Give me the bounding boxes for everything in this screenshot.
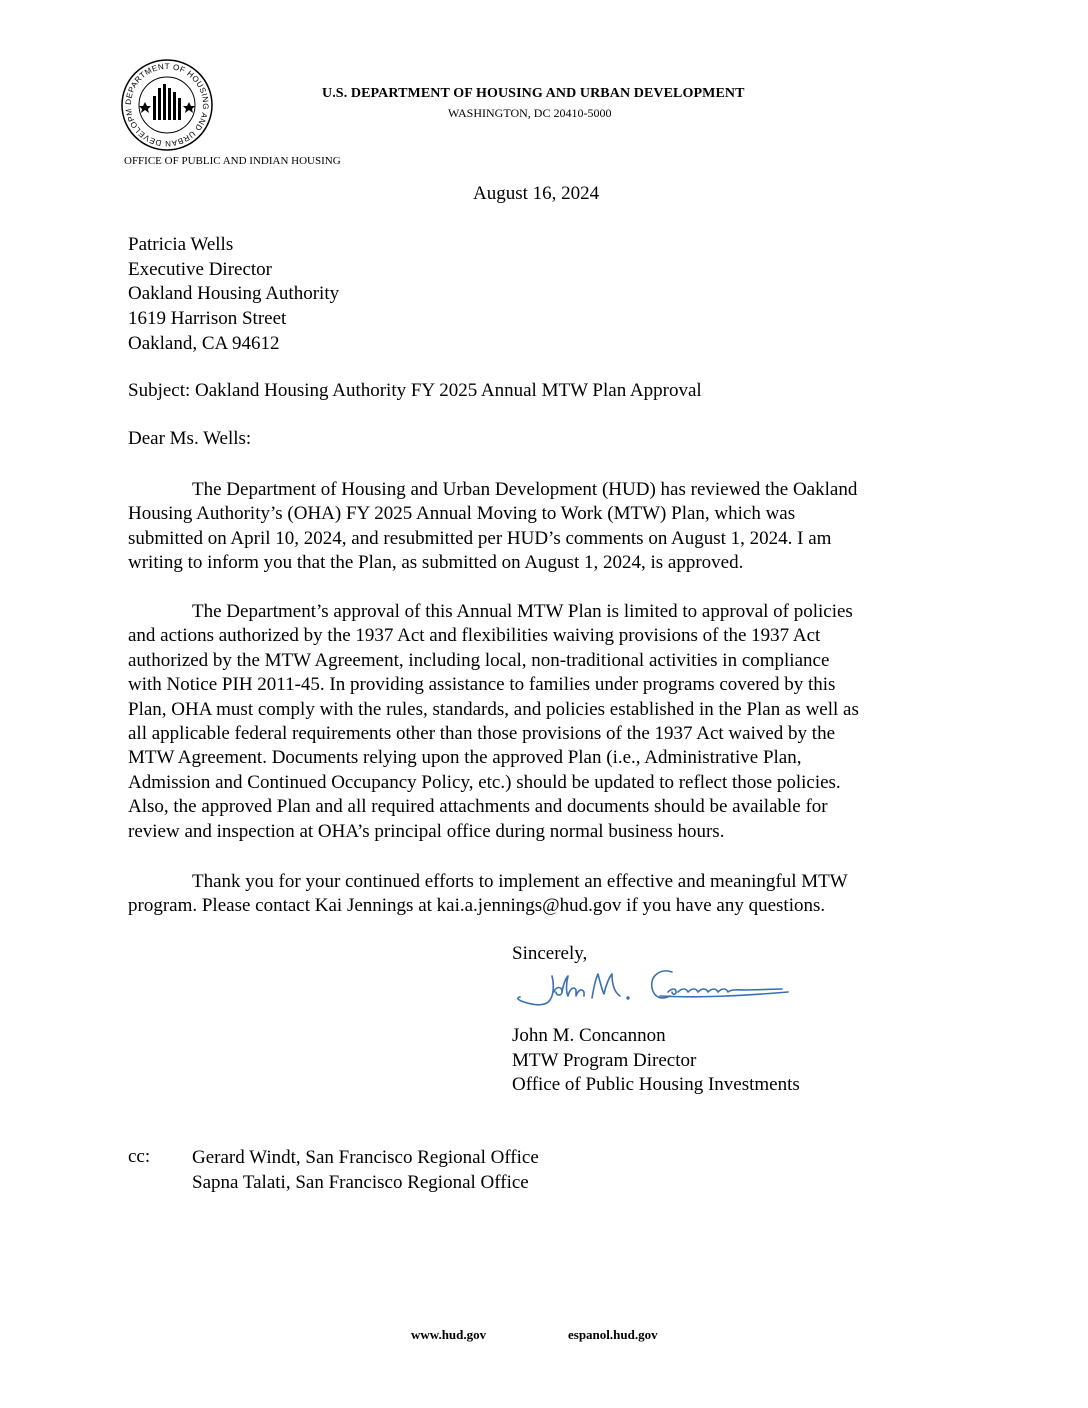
paragraph-line: Admission and Continued Occupancy Policy, etc.) should be updated to reflect those policies.	[128, 771, 841, 793]
cc-recipient: Sapna Talati, San Francisco Regional Office	[192, 1171, 529, 1193]
paragraph-line: The Department of Housing and Urban Development (HUD) has reviewed the Oakland	[192, 479, 858, 500]
recipient-block	[128, 233, 339, 357]
body-paragraph	[128, 478, 958, 576]
paragraph-line: all applicable federal requirements other than those provisions of the 1937 Act waived by the	[128, 723, 836, 745]
paragraph-line: and actions authorized by the 1937 Act and flexibilities waiving provisions of the 1937 Act	[128, 625, 821, 647]
paragraph-line: Housing Authority’s (OHA) FY 2025 Annual Moving to Work (MTW) Plan, which was	[128, 503, 796, 525]
signer-office: Office of Public Housing Investments	[512, 1074, 800, 1096]
cc-label: cc:	[128, 1146, 151, 1167]
signer-title: MTW Program Director	[512, 1049, 697, 1071]
paragraph-line: Also, the approved Plan and all required attachments and documents should be available for	[128, 796, 828, 818]
signer-name: John M. Concannon	[512, 1025, 666, 1046]
office-name: OFFICE OF PUBLIC AND INDIAN HOUSING	[124, 155, 341, 167]
cc-list	[192, 1146, 539, 1195]
signer-block	[512, 1024, 800, 1098]
body-paragraph	[128, 870, 958, 919]
paragraph-line: program. Please contact Kai Jennings at kai.a.jennings@hud.gov if you have any questions.	[128, 895, 826, 917]
paragraph-line: The Department’s approval of this Annual MTW Plan is limited to approval of policies	[192, 601, 853, 622]
paragraph-line: with Notice PIH 2011-45. In providing assistance to families under programs covered by this	[128, 674, 836, 696]
salutation: Dear Ms. Wells:	[128, 428, 252, 449]
paragraph-line: review and inspection at OHA’s principal office during normal business hours.	[128, 820, 725, 842]
hud-seal-icon	[120, 58, 214, 152]
recipient-street: 1619 Harrison Street	[128, 308, 287, 330]
recipient-organization: Oakland Housing Authority	[128, 283, 340, 305]
agency-name: U.S. DEPARTMENT OF HOUSING AND URBAN DEVELOPMENT	[322, 86, 745, 101]
cc-recipient: Gerard Windt, San Francisco Regional Office	[192, 1147, 539, 1168]
recipient-title: Executive Director	[128, 258, 273, 280]
svg-text:DEPARTMENT OF HOUSING AND URBA: DEPARTMENT OF HOUSING AND URBAN DEVELOPM	[123, 61, 211, 149]
agency-address: WASHINGTON, DC 20410-5000	[448, 106, 612, 120]
body-paragraph	[128, 600, 958, 844]
paragraph-line: Plan, OHA must comply with the rules, standards, and policies established in the Plan as well as	[128, 698, 859, 720]
paragraph-line: MTW Agreement. Documents relying upon the approved Plan (i.e., Administrative Plan,	[128, 747, 802, 769]
recipient-name: Patricia Wells	[128, 234, 234, 255]
paragraph-line: authorized by the MTW Agreement, including local, non-traditional activities in compliance	[128, 649, 830, 671]
footer-website: www.hud.gov	[411, 1327, 487, 1342]
footer-spanish-site: espanol.hud.gov	[568, 1327, 658, 1342]
recipient-city: Oakland, CA 94612	[128, 332, 280, 354]
handwritten-signature	[510, 962, 795, 1014]
paragraph-line: Thank you for your continued efforts to implement an effective and meaningful MTW	[192, 871, 848, 892]
paragraph-line: submitted on April 10, 2024, and resubmitted per HUD’s comments on August 1, 2024. I am	[128, 527, 832, 549]
letter-date: August 16, 2024	[473, 183, 600, 204]
subject-line: Subject: Oakland Housing Authority FY 2025 Annual MTW Plan Approval	[128, 380, 702, 401]
closing: Sincerely,	[512, 943, 588, 964]
paragraph-line: writing to inform you that the Plan, as submitted on August 1, 2024, is approved.	[128, 552, 744, 574]
